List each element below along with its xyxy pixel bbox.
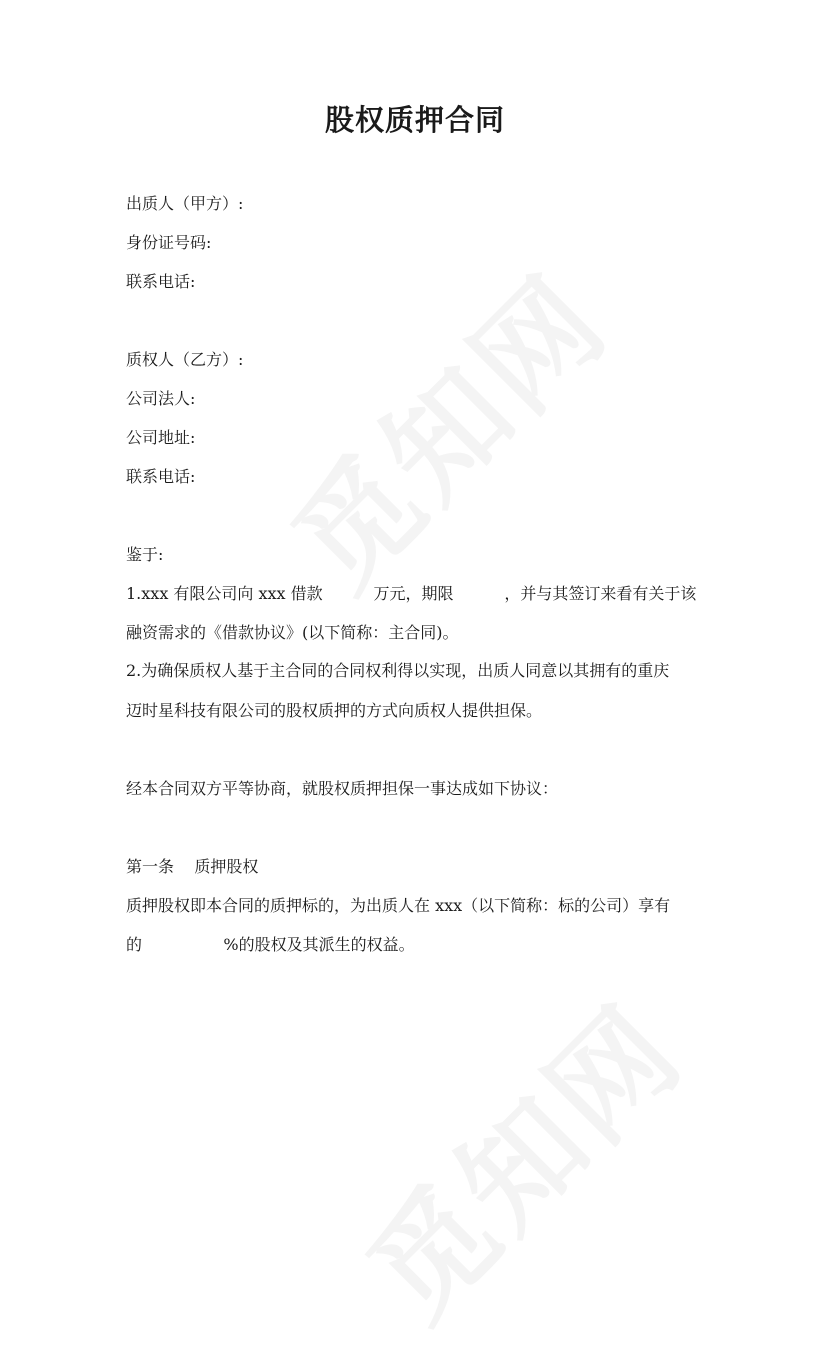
whereas-clause-1-line-2: 融资需求的《借款协议》(以下简称：主合同)。	[126, 623, 459, 642]
document-title: 股权质押合同	[324, 103, 505, 137]
party-b-address-label: 公司地址:	[126, 428, 196, 447]
party-a-phone-label: 联系电话:	[126, 272, 196, 291]
watermark	[325, 962, 714, 1350]
party-b-legal-rep-label: 公司法人:	[126, 389, 196, 408]
party-b-name-label: 质权人（乙方）:	[126, 350, 244, 369]
party-b-phone-label: 联系电话:	[126, 467, 196, 486]
whereas-clause-1-line-1: 1.xxx 有限公司向 xxx 借款 万元，期限 ，并与其签订来看有关于该	[126, 584, 697, 603]
party-a-id-label: 身份证号码:	[126, 233, 212, 252]
whereas-heading: 鉴于:	[126, 545, 164, 564]
agreement-statement: 经本合同双方平等协商，就股权质押担保一事达成如下协议：	[126, 779, 559, 798]
article-1-line-1: 质押股权即本合同的质押标的，为出质人在 xxx（以下简称：标的公司）享有	[126, 896, 671, 915]
watermark	[250, 232, 639, 621]
article-1-line-2: 的 %的股权及其派生的权益。	[126, 935, 415, 954]
whereas-clause-2-line-1: 2.为确保质权人基于主合同的合同权利得以实现，出质人同意以其拥有的重庆	[126, 661, 670, 680]
party-a-name-label: 出质人（甲方）:	[126, 194, 244, 213]
article-1-heading: 第一条 质押股权	[126, 857, 259, 876]
whereas-clause-2-line-2: 迈时星科技有限公司的股权质押的方式向质权人提供担保。	[126, 701, 543, 720]
